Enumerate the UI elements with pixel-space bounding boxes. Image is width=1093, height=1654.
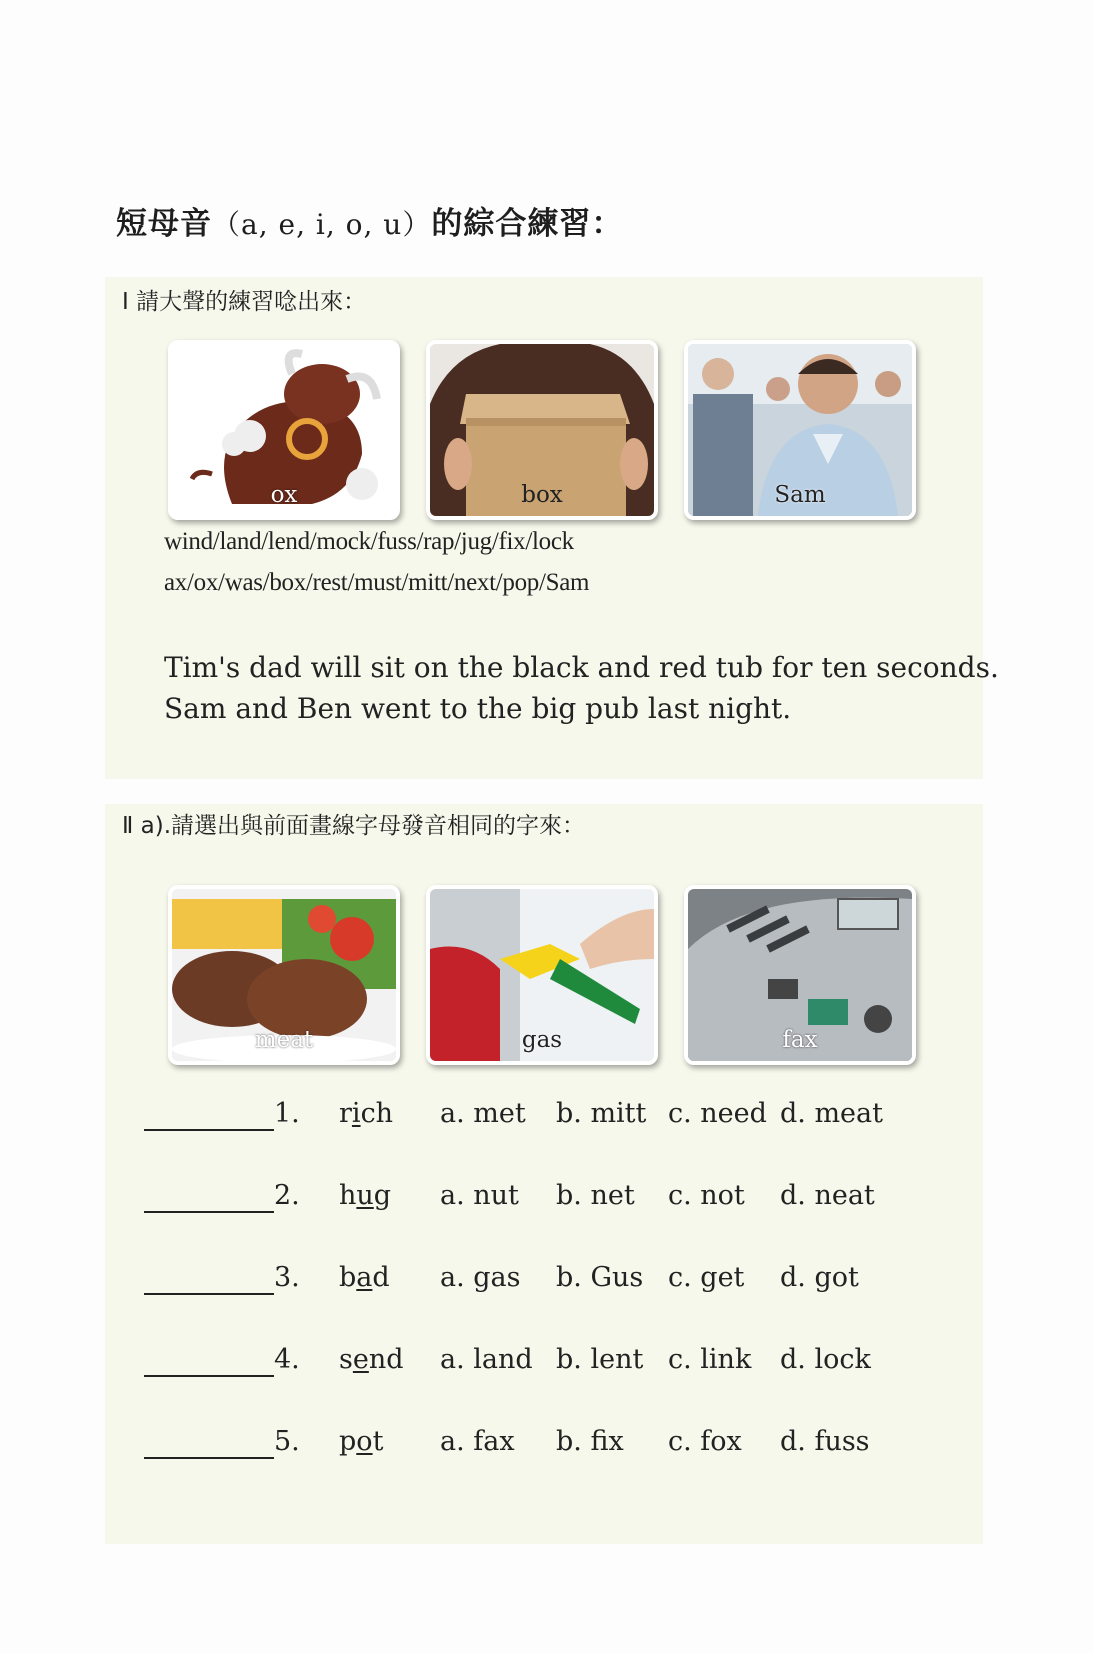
option-a: a. met [440, 1098, 526, 1129]
option-c: c. fox [668, 1426, 742, 1457]
gas-caption: gas [521, 1027, 563, 1053]
answer-blank[interactable] [144, 1098, 274, 1131]
question-number: 3. [274, 1262, 300, 1293]
option-c: c. get [668, 1262, 745, 1293]
page-title [116, 198, 623, 243]
option-c: c. need [668, 1098, 767, 1129]
option-d: d. lock [780, 1344, 871, 1375]
option-d: d. got [780, 1262, 859, 1293]
question-number: 2. [274, 1180, 300, 1211]
ox-caption: ox [270, 482, 298, 508]
fax-photo [684, 885, 916, 1065]
question-number: 4. [274, 1344, 300, 1375]
option-b: b. fix [556, 1426, 624, 1457]
question-word: rich [339, 1098, 394, 1129]
question-word: bad [339, 1262, 390, 1293]
option-a: a. gas [440, 1262, 521, 1293]
question-number: 1. [274, 1098, 300, 1129]
box-caption: box [521, 482, 563, 508]
question-number: 5. [274, 1426, 300, 1457]
word-list-line-1: wind/land/lend/mock/fuss/rap/jug/fix/lock [164, 528, 574, 555]
practice-sentence-2: Sam and Ben went to the big pub last night. [164, 692, 792, 725]
question-word: hug [339, 1180, 392, 1211]
option-a: a. nut [440, 1180, 519, 1211]
option-b: b. Gus [556, 1262, 644, 1293]
fax-caption: fax [782, 1027, 818, 1053]
word-list-line-2: ax/ox/was/box/rest/must/mitt/next/pop/Sam [164, 569, 590, 596]
section-2-heading: Ⅱ a).請選出與前面畫線字母發音相同的字來： [122, 813, 586, 839]
title-vowels: （a, e, i, o, u） [212, 208, 432, 241]
option-c: c. not [668, 1180, 745, 1211]
option-d: d. fuss [780, 1426, 870, 1457]
option-d: d. meat [780, 1098, 883, 1129]
question-4 [144, 1344, 984, 1384]
option-a: a. fax [440, 1426, 515, 1457]
answer-blank[interactable] [144, 1344, 274, 1377]
section-1-heading: Ⅰ 請大聲的練習唸出來： [122, 289, 367, 315]
answer-blank[interactable] [144, 1262, 274, 1295]
option-b: b. net [556, 1180, 635, 1211]
question-5 [144, 1426, 984, 1466]
question-1 [144, 1098, 984, 1138]
option-c: c. link [668, 1344, 752, 1375]
answer-blank[interactable] [144, 1426, 274, 1459]
option-a: a. land [440, 1344, 533, 1375]
question-word: pot [339, 1426, 384, 1457]
question-2 [144, 1180, 984, 1220]
title-suffix: 的綜合練習： [431, 206, 624, 242]
sam-photo [684, 340, 916, 520]
practice-sentence-1: Tim's dad will sit on the black and red tub for ten seconds. [164, 651, 999, 684]
sam-caption: Sam [774, 482, 826, 508]
gas-photo [426, 885, 658, 1065]
title-main: 短母音 [116, 206, 212, 242]
answer-blank[interactable] [144, 1180, 274, 1213]
meat-caption: meat [254, 1027, 314, 1053]
question-3 [144, 1262, 984, 1302]
ox-photo [168, 340, 400, 520]
option-b: b. lent [556, 1344, 644, 1375]
option-b: b. mitt [556, 1098, 647, 1129]
box-photo [426, 340, 658, 520]
option-d: d. neat [780, 1180, 875, 1211]
meat-photo [168, 885, 400, 1065]
question-word: send [339, 1344, 404, 1375]
